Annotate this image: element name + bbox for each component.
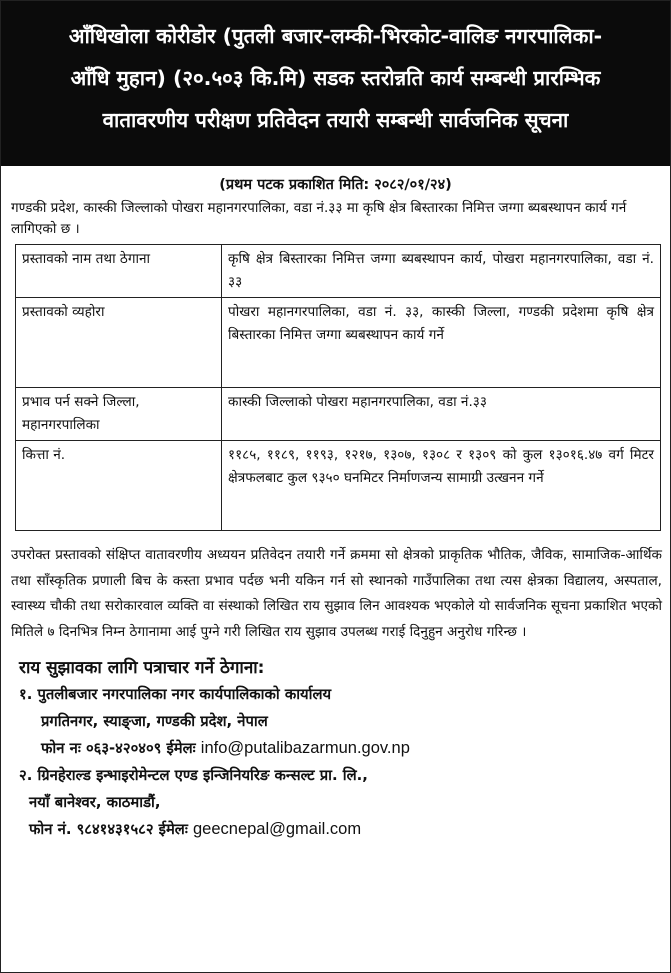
address-1-contact [1, 735, 670, 762]
row-value: पोखरा महानगरपालिका, वडा नं. ३३, कास्की जिल्ला, गण्डकी प्रदेशमा कृषि क्षेत्र बिस्तारका निमित्त जग्गा ब्यबस्थापन कार्य गर्ने [222, 298, 661, 388]
address-2-email[interactable]: geecnepal@gmail.com [192, 820, 362, 838]
row-value: कास्की जिल्लाको पोखरा महानगरपालिका, वडा नं.३३ [222, 388, 661, 441]
header-line-1: आँधिखोला कोरीडोर (पुतली बजार-लम्की-भिरकोट-वालिङ नगरपालिका- [68, 24, 603, 48]
address-1-name: १. पुतलीबजार नगरपालिका नगर कार्यपालिकाको कार्यालय [19, 686, 332, 703]
table-row [16, 298, 661, 388]
row-label: प्रस्तावको नाम तथा ठेगाना [16, 245, 222, 298]
proposal-table [15, 244, 661, 531]
address-1-email[interactable]: info@putalibazarmun.gov.np [200, 739, 410, 757]
address-heading: राय सुझावका लागि पत्राचार गर्ने ठेगाना: [19, 658, 265, 678]
header-line-3: वातावरणीय परीक्षण प्रतिवेदन तयारी सम्बन्धी सार्वजनिक सूचना [102, 108, 569, 132]
address-2-name: २. ग्रिनहेराल्ड इन्भाइरोमेन्टल एण्ड इन्जिनियरिङ कन्सल्ट प्रा. लि., [19, 767, 368, 784]
header-line-2: आँधि मुहान) (२०.५०३ कि.मि) सडक स्तरोन्नति कार्य सम्बन्धी प्रारम्भिक [70, 66, 601, 90]
row-value: ११८५, ११८९, ११९३, १२१७, १३०७, १३०८ र १३०९ को कुल १३०१६.४७ वर्ग मिटर क्षेत्रफलबाट कुल ९३५० घनमिटर निर्माणजन्य सामाग्री उत्खनन गर्ने [222, 441, 661, 531]
address-2-contact [1, 816, 670, 843]
address-2-location: नयाँ बानेश्वर, काठमाडौं, [29, 794, 161, 811]
row-label: प्रस्तावको व्यहोरा [16, 298, 222, 388]
intro-text: गण्डकी प्रदेश, कास्की जिल्लाको पोखरा महानगरपालिका, वडा नं.३३ मा कृषि क्षेत्र बिस्तारका निमित्त जग्गा ब्यबस्थापन कार्य गर्न लागिएको छ । [11, 200, 627, 237]
table-row [16, 245, 661, 298]
address-1-phone: फोन नः ०६३-४२०४०९ ईमेलः [41, 740, 201, 757]
row-label: प्रभाव पर्न सक्ने जिल्ला, महानगरपालिका [16, 388, 222, 441]
request-paragraph: उपरोक्त प्रस्तावको संक्षिप्त वातावरणीय अध्ययन प्रतिवेदन तयारी गर्ने क्रममा सो क्षेत्रको प्राकृतिक भौतिक, जैविक, सामाजिक-आर्थिक तथा साँस्कृतिक प्रणाली बिच के कस्ता प्रभाव पर्दछ भनी यकिन गर्न सो स्थानको गाउँपालिका तथा त्यस क्षेत्रका विद्यालय, अस्पताल, स्वास्थ्य चौकी तथा सरोकारवाल व्यक्ति वा संस्थाको लिखित राय सुझाव लिन आवश्यक भएकोले यो सार्वजनिक सूचना प्रकाशित भएको मितिले ७ दिनभित्र निम्न ठेगानामा आई पुग्ने गरी लिखित राय सुझाव उपलब्ध गराई दिनुहुन अनुरोध गरिन्छ । [11, 547, 662, 640]
row-label: कित्ता नं. [16, 441, 222, 531]
address-1-location: प्रगतिनगर, स्याङ्जा, गण्डकी प्रदेश, नेपाल [41, 713, 268, 730]
table-row [16, 441, 661, 531]
publish-date: (प्रथम पटक प्रकाशित मिति: २०८२/०१/२४) [219, 177, 452, 193]
address-2-phone: फोन नं. ९८४१४३१५८२ ईमेलः [29, 821, 193, 838]
table-row [16, 388, 661, 441]
row-value: कृषि क्षेत्र बिस्तारका निमित्त जग्गा ब्यबस्थापन कार्य, पोखरा महानगरपालिका, वडा नं. ३३ [222, 245, 661, 298]
notice-header [1, 1, 670, 166]
